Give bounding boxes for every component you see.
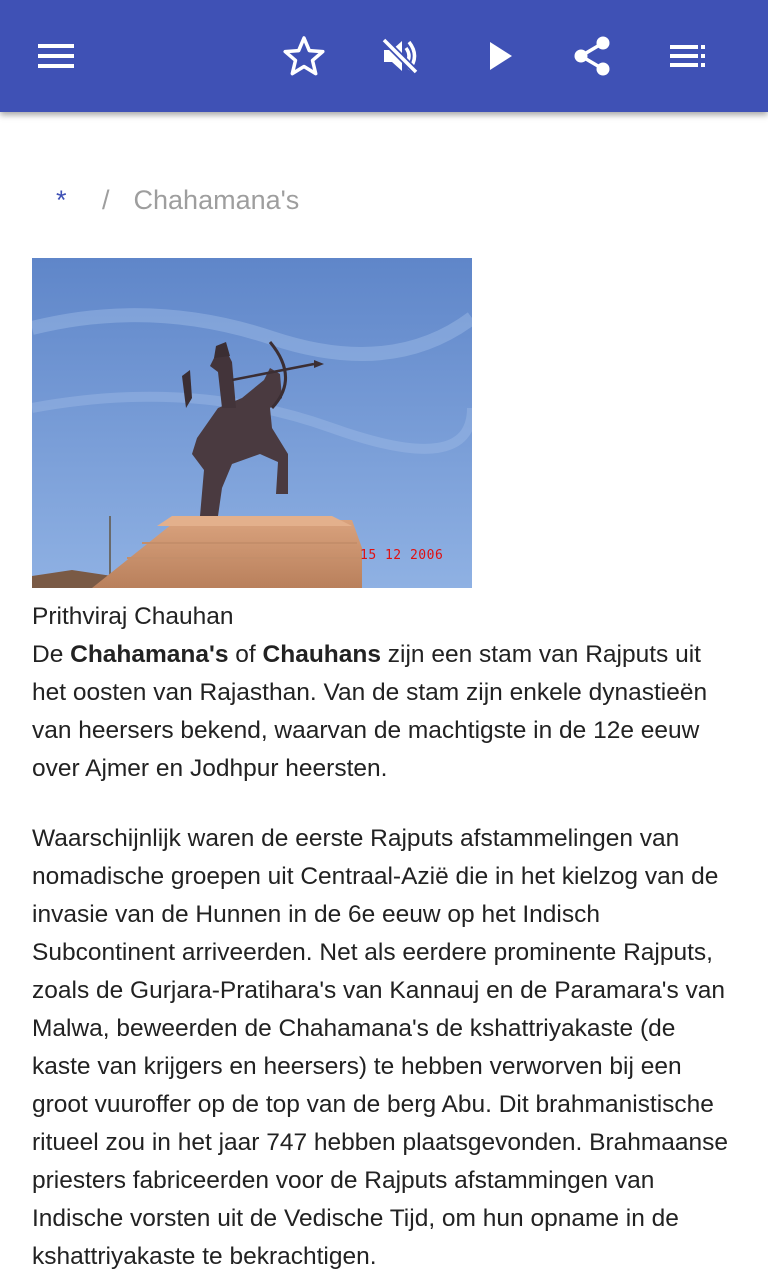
article-paragraph-2: Waarschijnlijk waren de eerste Rajputs afstammelingen van nomadische groepen uit Centraal-Azië die in het kielzog van de invasie van de Hunnen in de 6e eeuw op het Indisch Subcontinent arriveerden. Net als eerdere prominente Rajputs, zoals de Gurjara-Pratihara's van Kannauj en de Paramara's van Malwa, beweerden de Chahamana's de kshattriyakaste (de kaste van krijgers en heersers) te hebben verworven bij een groot vuuroffer op de top van de berg Abu. Dit brahmanistische ritueel zou in het jaar 747 hebben plaatsgevonden. Brahmaanse priesters fabriceerden voor de Rajputs afstammingen van Indische vorsten uit de Vedische Tijd, om hun opname in de kshattriyakaste te bekrachtigen. [32, 825, 729, 1270]
star-icon [282, 34, 326, 78]
article-body [32, 598, 736, 1276]
share-button[interactable] [564, 28, 620, 84]
menu-button[interactable] [28, 28, 84, 84]
breadcrumb-separator: / [102, 184, 110, 215]
term-chahamanas: Chahamana's [70, 641, 229, 668]
paragraph-text: De [32, 641, 71, 668]
breadcrumb [56, 180, 299, 220]
breadcrumb-current: Chahamana's [133, 184, 300, 215]
term-chauhans: Chauhans [262, 641, 381, 668]
paragraph-text: of [228, 641, 263, 668]
play-button[interactable] [470, 28, 526, 84]
image-caption: Prithviraj Chauhan [32, 603, 234, 630]
contents-button[interactable] [660, 28, 716, 84]
mute-button[interactable] [372, 28, 428, 84]
volume-off-icon [378, 34, 422, 78]
breadcrumb-home-link[interactable]: * [56, 184, 67, 215]
paragraph-text: zijn een stam van Rajputs uit het oosten van Rajasthan. Van de stam zijn enkele dynastieën van heersers bekend, waarvan de machtigste in de 12e eeuw over Ajmer en Jodhpur heersten. [32, 641, 708, 782]
article-image[interactable] [32, 258, 472, 588]
play-icon [476, 34, 520, 78]
share-icon [570, 34, 614, 78]
app-toolbar [0, 0, 768, 112]
statue-photo [32, 258, 472, 588]
favorite-button[interactable] [276, 28, 332, 84]
article-paragraph-1 [32, 636, 736, 788]
menu-icon [34, 34, 78, 78]
playlist-icon [666, 34, 710, 78]
photo-date-stamp: 15 12 2006 [360, 548, 444, 563]
